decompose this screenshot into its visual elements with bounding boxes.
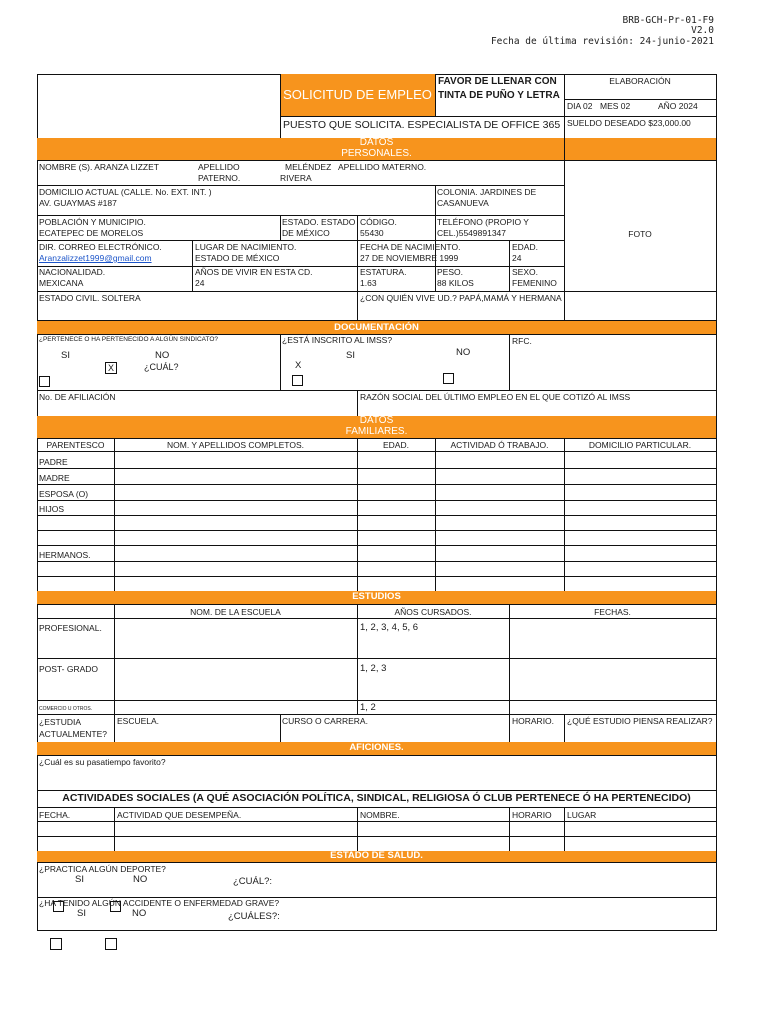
- doc-version: V2.0: [691, 25, 714, 36]
- age-label: EDAD.: [512, 242, 538, 252]
- years-in-city-label: AÑOS DE VIVIR EN ESTA CD.: [195, 267, 313, 277]
- union-si-checkbox[interactable]: [39, 376, 50, 387]
- state-label: ESTADO. ESTADO: [282, 217, 356, 227]
- section-family-heading: DATOS FAMILIARES.: [37, 416, 716, 438]
- studies-years-professional[interactable]: 1, 2, 3, 4, 5, 6: [360, 622, 419, 633]
- section-documentation-heading: DOCUMENTACIÓN: [37, 321, 716, 334]
- current-school-label: ESCUELA.: [117, 716, 160, 726]
- family-row-siblings: HERMANOS.: [39, 550, 91, 560]
- family-col-age: EDAD.: [383, 440, 409, 450]
- studies-col-school: NOM. DE LA ESCUELA: [190, 607, 281, 617]
- position-requested[interactable]: PUESTO QUE SOLICITA. ESPECIALISTA DE OFFICE 365: [283, 119, 561, 131]
- doc-revision-date: Fecha de última revisión: 24-junio-2021: [490, 36, 714, 47]
- sex-value[interactable]: FEMENINO: [512, 278, 557, 288]
- address-label: DOMICILIO ACTUAL (CALLE. No. EXT. INT. ): [39, 187, 212, 197]
- union-si: SI: [61, 350, 70, 361]
- section-studies-heading: ESTUDIOS: [37, 591, 716, 604]
- lives-with[interactable]: ¿CON QUIÉN VIVE UD.? PAPÁ,MAMÁ Y HERMANA: [360, 293, 562, 303]
- form-title: SOLICITUD DE EMPLEO: [280, 74, 435, 116]
- union-which: ¿CUÁL?: [144, 362, 179, 372]
- illness-no: NO: [132, 908, 147, 919]
- family-col-activity: ACTIVIDAD Ó TRABAJO.: [450, 440, 549, 450]
- sport-which: ¿CUÁL?:: [233, 876, 273, 887]
- email-label: DIR. CORREO ELECTRÓNICO.: [39, 242, 162, 252]
- illness-which: ¿CUÁLES?:: [228, 911, 280, 922]
- social-col-date: FECHA.: [39, 810, 71, 820]
- email-value[interactable]: Aranzalizzet1999@gmail.com: [39, 253, 152, 263]
- hobby-question: ¿Cuál es su pasatiempo favorito?: [39, 757, 166, 767]
- zip-label: CÓDIGO.: [360, 217, 397, 227]
- weight-label: PESO.: [437, 267, 463, 277]
- state-value[interactable]: DE MÉXICO: [282, 228, 330, 238]
- family-col-relationship: PARENTESCO: [46, 440, 105, 450]
- birthdate-value[interactable]: 27 DE NOVIEMBRE 1999: [360, 253, 459, 263]
- civil-status[interactable]: ESTADO CIVIL. SOLTERA: [39, 293, 141, 303]
- imss-question: ¿ESTÁ INSCRITO AL IMSS?: [282, 335, 393, 345]
- studies-level-professional: PROFESIONAL.: [39, 623, 102, 633]
- elaboration-year: AÑO 2024: [658, 101, 698, 111]
- imss-no-checkbox[interactable]: [443, 373, 454, 384]
- sport-no: NO: [133, 874, 148, 885]
- maternal-surname-label: APELLIDO MATERNO.: [338, 162, 427, 172]
- height-value[interactable]: 1.63: [360, 278, 377, 288]
- birthplace-label: LUGAR DE NACIMIENTO.: [195, 242, 297, 252]
- social-col-activity: ACTIVIDAD QUE DESEMPEÑA.: [117, 810, 242, 820]
- photo-area: FOTO: [628, 229, 652, 239]
- birthdate-label: FECHA DE NACIMIENTO.: [360, 242, 461, 252]
- studies-years-postgrad[interactable]: 1, 2, 3: [360, 663, 387, 674]
- elaboration-month: MES 02: [600, 101, 631, 111]
- last-employer-label: RAZÓN SOCIAL DEL ÚLTIMO EMPLEO EN EL QUE COTIZÓ AL IMSS: [360, 392, 631, 402]
- rfc-label: RFC.: [512, 336, 532, 346]
- height-label: ESTATURA.: [360, 267, 407, 277]
- family-col-address: DOMICILIO PARTICULAR.: [588, 440, 692, 450]
- age-value[interactable]: 24: [512, 253, 522, 263]
- imss-x-mark: X: [295, 360, 302, 371]
- studying-now-label: ¿ESTUDIA ACTUALMENTE?: [39, 717, 108, 739]
- names-field[interactable]: NOMBRE (S). ARANZA LIZZET: [39, 162, 159, 172]
- elaboration-day: DIA 02: [567, 101, 593, 111]
- current-course-label: CURSO O CARRERA.: [282, 716, 368, 726]
- affiliation-label: No. DE AFILIACIÓN: [39, 392, 116, 402]
- imss-si-checkbox[interactable]: [292, 375, 303, 386]
- family-row-spouse: ESPOSA (O): [39, 489, 89, 499]
- section-hobbies-heading: AFICIONES.: [37, 742, 716, 755]
- section-health-heading: ESTADO DE SALUD.: [37, 851, 716, 862]
- phone-label: TELÉFONO (PROPIO Y: [437, 217, 529, 227]
- union-x-box[interactable]: X: [105, 362, 117, 374]
- illness-question: ¿HA TENIDO ALGÚN ACCIDENTE O ENFERMEDAD GRAVE?: [39, 898, 280, 908]
- union-question: ¿PERTENECE O HA PERTENECIDO A ALGÚN SINDICATO?: [39, 336, 219, 343]
- section-personal-heading: DATOS PERSONALES.: [37, 138, 716, 160]
- paternal-surname-label: APELLIDO PATERNO.: [198, 162, 241, 183]
- nationality-label: NACIONALIDAD.: [39, 267, 106, 277]
- sport-question: ¿PRACTICA ALGÚN DEPORTE?: [39, 864, 166, 874]
- planned-studies-label: ¿QUÉ ESTUDIO PIENSA REALIZAR?: [567, 716, 713, 726]
- social-col-name: NOMBRE.: [360, 810, 400, 820]
- desired-salary[interactable]: SUELDO DESEADO $23,000.00: [567, 118, 691, 128]
- illness-si: SI: [77, 908, 86, 919]
- zip-value[interactable]: 55430: [360, 228, 384, 238]
- illness-si-checkbox[interactable]: [50, 938, 62, 950]
- sex-label: SEXO.: [512, 267, 538, 277]
- elaboration-label: ELABORACIÓN: [609, 76, 671, 86]
- studies-years-other[interactable]: 1, 2: [360, 702, 376, 713]
- birthplace-value[interactable]: ESTADO DE MÉXICO: [195, 253, 280, 263]
- illness-no-checkbox[interactable]: [105, 938, 117, 950]
- studies-level-postgrad: POST- GRADO: [39, 664, 99, 674]
- family-row-mother: MADRE: [39, 473, 70, 483]
- phone-value[interactable]: CEL.)5549891347: [437, 228, 507, 238]
- weight-value[interactable]: 88 KILOS: [437, 278, 474, 288]
- studies-level-other: COMERCIO U OTROS.: [39, 706, 93, 712]
- imss-no: NO: [456, 347, 471, 358]
- fill-instructions: FAVOR DE LLENAR CON TINTA DE PUÑO Y LETRA: [438, 76, 560, 101]
- social-col-schedule: HORARIO: [512, 810, 552, 820]
- union-no: NO: [155, 350, 170, 361]
- sport-si: SI: [75, 874, 84, 885]
- address-value[interactable]: AV. GUAYMAS #187: [39, 198, 117, 208]
- city-label: POBLACIÓN Y MUNICIPIO.: [39, 217, 146, 227]
- family-col-name: NOM. Y APELLIDOS COMPLETOS.: [167, 440, 304, 450]
- studies-col-dates: FECHAS.: [594, 607, 631, 617]
- nationality-value[interactable]: MEXICANA: [39, 278, 84, 288]
- paternal-surname-value-2[interactable]: RIVERA: [280, 173, 312, 183]
- current-schedule-label: HORARIO.: [512, 716, 555, 726]
- colony-value[interactable]: CASANUEVA: [437, 198, 489, 208]
- social-col-place: LUGAR: [567, 810, 597, 820]
- paternal-surname-value-1[interactable]: MELÉNDEZ: [285, 162, 332, 172]
- family-row-children: HIJOS: [39, 504, 65, 514]
- social-activities-heading: ACTIVIDADES SOCIALES (A QUÉ ASOCIACIÓN POLÍTICA, SINDICAL, RELIGIOSA Ó CLUB PERTENECE Ó HA PERTENECIDO): [62, 792, 691, 804]
- imss-si: SI: [346, 350, 355, 361]
- colony-label: COLONIA. JARDINES DE: [437, 187, 537, 197]
- city-value[interactable]: ECATEPEC DE MORELOS: [39, 228, 144, 238]
- studies-col-years: AÑOS CURSADOS.: [394, 607, 472, 617]
- years-in-city-value[interactable]: 24: [195, 278, 205, 288]
- family-row-father: PADRE: [39, 457, 68, 467]
- doc-code: BRB-GCH-Pr-01-F9: [622, 15, 714, 26]
